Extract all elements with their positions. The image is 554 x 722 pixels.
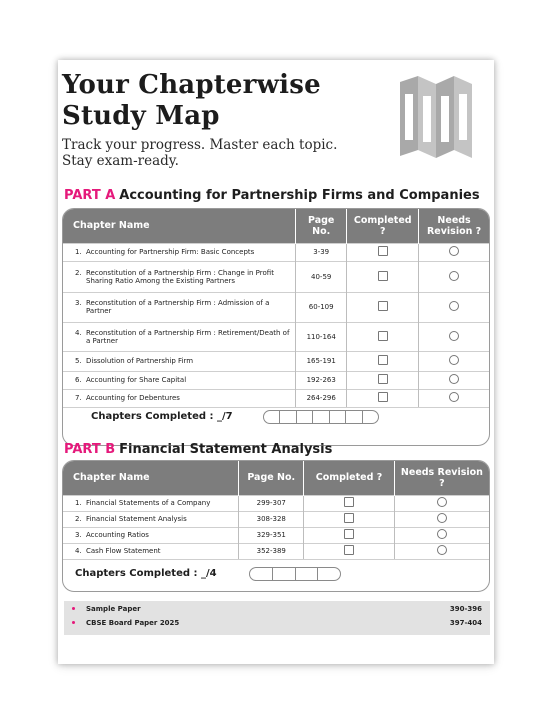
table-row	[63, 527, 489, 543]
part-b-progress-tracker[interactable]	[249, 567, 341, 581]
col-needs-revision: Needs Revision ?	[394, 461, 489, 495]
completed-checkbox[interactable]	[378, 355, 388, 365]
completed-checkbox[interactable]	[344, 545, 354, 555]
page-range: 110-164	[296, 322, 347, 351]
page-range: 329-351	[239, 527, 304, 543]
table-row	[63, 243, 489, 261]
revision-radio[interactable]	[449, 271, 459, 281]
extra-item-pages: 397-404	[449, 619, 482, 627]
chapters-completed-label: Chapters Completed : _/7	[91, 411, 233, 422]
chapter-cell: 3. Accounting Ratios	[63, 527, 239, 543]
completed-checkbox[interactable]	[378, 271, 388, 281]
part-b-summary	[63, 559, 489, 589]
chapter-name: Accounting Ratios	[86, 531, 149, 539]
completed-checkbox[interactable]	[378, 331, 388, 341]
revision-cell	[419, 292, 489, 322]
completed-checkbox[interactable]	[378, 374, 388, 384]
revision-radio[interactable]	[449, 301, 459, 311]
chapter-name: Accounting for Debentures	[86, 394, 180, 403]
revision-cell	[394, 495, 489, 511]
part-b-header-row	[63, 461, 489, 495]
col-page-no: Page No.	[296, 209, 347, 243]
part-b-table	[62, 460, 490, 592]
revision-radio[interactable]	[449, 374, 459, 384]
revision-cell	[394, 543, 489, 559]
revision-cell	[394, 527, 489, 543]
col-completed: Completed ?	[347, 209, 419, 243]
chapter-name: Accounting for Share Capital	[86, 376, 187, 384]
completed-cell	[304, 527, 395, 543]
extra-item-name: Sample Paper	[86, 605, 141, 613]
title-line-2: Study Map	[62, 101, 220, 131]
completed-checkbox[interactable]	[378, 392, 388, 402]
completed-cell	[347, 261, 419, 292]
page-range: 165-191	[296, 351, 347, 371]
part-b-title: Financial Statement Analysis	[119, 442, 333, 457]
table-row	[63, 543, 489, 559]
page-range: 352-389	[239, 543, 304, 559]
completed-cell	[347, 371, 419, 389]
chapter-cell: 2. Reconstitution of a Partnership Firm : Change in Profit Sharing Ratio Among the Existing Partners	[63, 261, 296, 292]
revision-cell	[419, 351, 489, 371]
chapter-cell: 7. Accounting for Debentures	[63, 389, 296, 407]
completed-cell	[347, 243, 419, 261]
revision-cell	[419, 371, 489, 389]
extra-item	[64, 604, 490, 618]
completed-checkbox[interactable]	[344, 497, 354, 507]
part-a-header-row	[63, 209, 489, 243]
extra-item	[64, 618, 490, 632]
table-row	[63, 511, 489, 527]
revision-cell	[394, 511, 489, 527]
revision-radio[interactable]	[449, 392, 459, 402]
completed-cell	[347, 389, 419, 407]
part-a-table	[62, 208, 490, 446]
table-row	[63, 261, 489, 292]
completed-cell	[304, 495, 395, 511]
page-range: 40-59	[296, 261, 347, 292]
part-a-progress-tracker[interactable]	[263, 410, 379, 424]
part-a-summary	[63, 407, 489, 427]
chapter-name: Dissolution of Partnership Firm	[86, 357, 194, 365]
chapter-name: Accounting for Partnership Firm: Basic Concepts	[86, 248, 255, 256]
page-range: 60-109	[296, 292, 347, 322]
chapter-cell: 6. Accounting for Share Capital	[63, 371, 296, 389]
table-row	[63, 495, 489, 511]
page-title	[62, 70, 321, 132]
completed-checkbox[interactable]	[344, 529, 354, 539]
title-line-1: Your Chapterwise	[62, 70, 321, 100]
revision-radio[interactable]	[437, 497, 447, 507]
revision-cell	[419, 322, 489, 351]
completed-checkbox[interactable]	[378, 301, 388, 311]
table-row	[63, 351, 489, 371]
col-chapter-name: Chapter Name	[63, 461, 239, 495]
completed-checkbox[interactable]	[344, 513, 354, 523]
part-a-heading	[64, 188, 480, 203]
page-range: 299-307	[239, 495, 304, 511]
col-completed: Completed ?	[304, 461, 395, 495]
page-range: 192-263	[296, 371, 347, 389]
bullet-icon	[72, 621, 75, 624]
completed-cell	[347, 351, 419, 371]
completed-cell	[347, 292, 419, 322]
table-row	[63, 371, 489, 389]
chapter-cell: 5. Dissolution of Partnership Firm	[63, 351, 296, 371]
page-range: 264-296	[296, 389, 347, 407]
extra-papers-box	[64, 601, 490, 635]
extra-item-name: CBSE Board Paper 2025	[86, 619, 180, 627]
chapter-name: Financial Statement Analysis	[86, 515, 187, 523]
chapter-name: Reconstitution of a Partnership Firm : Retirement/Death of a Partner	[86, 328, 290, 345]
chapter-name: Reconstitution of a Partnership Firm : Admission of a Partner	[86, 299, 270, 315]
extra-item-pages: 390-396	[449, 605, 482, 613]
chapter-name: Financial Statements of a Company	[86, 499, 211, 507]
page-range: 3-39	[296, 243, 347, 261]
chapter-cell: 4. Cash Flow Statement	[63, 543, 239, 559]
subtitle-line-1: Track your progress. Master each topic.	[62, 137, 338, 153]
page-subtitle	[62, 137, 337, 169]
table-row	[63, 292, 489, 322]
revision-radio[interactable]	[449, 246, 459, 256]
part-a-title: Accounting for Partnership Firms and Companies	[119, 188, 480, 203]
chapter-cell: 4. Reconstitution of a Partnership Firm : Retirement/Death of a Partner	[63, 322, 296, 351]
chapter-cell: 1. Financial Statements of a Company	[63, 495, 239, 511]
part-a-tag: PART A	[64, 188, 116, 203]
subtitle-line-2: Stay exam-ready.	[62, 153, 179, 169]
folded-map-icon	[398, 74, 474, 158]
completed-checkbox[interactable]	[378, 246, 388, 256]
table-row	[63, 322, 489, 351]
page-range: 308-328	[239, 511, 304, 527]
revision-radio[interactable]	[449, 355, 459, 365]
col-needs-revision: Needs Revision ?	[419, 209, 489, 243]
bullet-icon	[72, 607, 75, 610]
part-b-tag: PART B	[64, 442, 116, 457]
table-row	[63, 389, 489, 407]
study-map-page	[58, 60, 494, 664]
completed-cell	[304, 543, 395, 559]
completed-cell	[347, 322, 419, 351]
chapter-name: Cash Flow Statement	[86, 547, 161, 556]
revision-cell	[419, 243, 489, 261]
revision-radio[interactable]	[437, 529, 447, 539]
chapter-cell: 3. Reconstitution of a Partnership Firm : Admission of a Partner	[63, 292, 296, 322]
chapter-cell: 1. Accounting for Partnership Firm: Basic Concepts	[63, 243, 296, 261]
col-page-no: Page No.	[239, 461, 304, 495]
chapter-name: Reconstitution of a Partnership Firm : Change in Profit Sharing Ratio Among the Existing Partners	[86, 268, 274, 285]
col-chapter-name: Chapter Name	[63, 209, 296, 243]
revision-cell	[419, 389, 489, 407]
revision-cell	[419, 261, 489, 292]
chapters-completed-label: Chapters Completed : _/4	[75, 568, 217, 579]
part-b-heading	[64, 442, 332, 457]
revision-radio[interactable]	[449, 331, 459, 341]
completed-cell	[304, 511, 395, 527]
chapter-cell: 2. Financial Statement Analysis	[63, 511, 239, 527]
revision-radio[interactable]	[437, 545, 447, 555]
revision-radio[interactable]	[437, 513, 447, 523]
